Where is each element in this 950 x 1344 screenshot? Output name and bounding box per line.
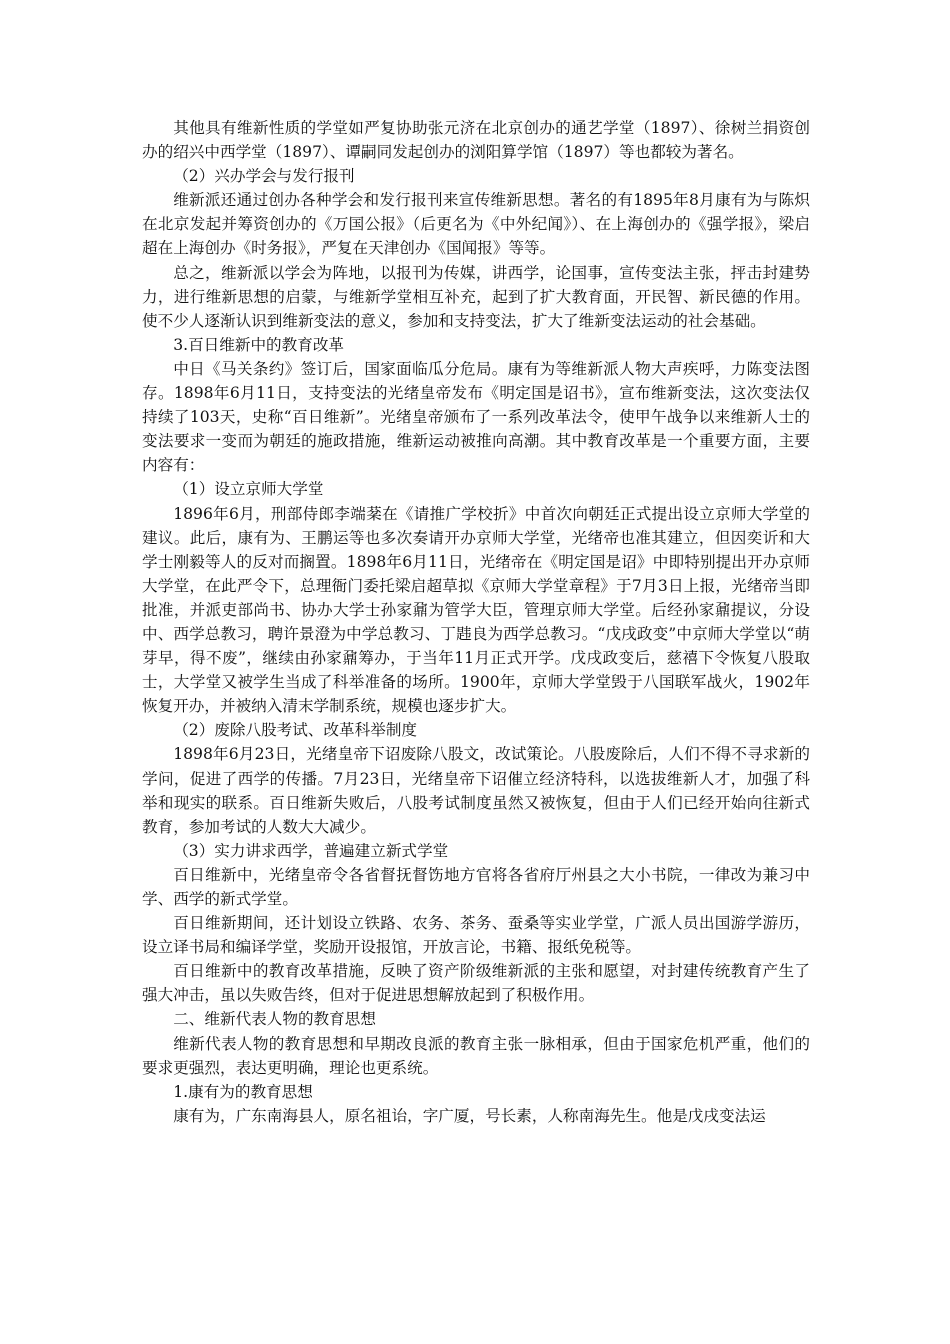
section-heading-reformers-thought: 二、维新代表人物的教育思想 xyxy=(173,1010,376,1029)
section-heading-western-learning: （3）实力讲求西学，普遍建立新式学堂 xyxy=(173,841,449,860)
paragraph-12: 百日维新中，光绪皇帝令各省督抚督饬地方官将各省府厅州县之大小书院，一律改为兼习中学、西学的新式学堂。 xyxy=(142,865,810,908)
paragraph-1: 其他具有维新性质的学堂如严复协助张元济在北京创办的通艺学堂（1897）、徐树兰捐资创办的绍兴中西学堂（1897）、谭嗣同发起创办的浏阳算学馆（1897）等也都较为著名。 xyxy=(142,119,810,162)
section-heading-abolish-eight-legged-essay: （2）废除八股考试、改革科举制度 xyxy=(173,721,418,740)
paragraph-18: 康有为，广东南海县人，原名祖诒，字广厦，号长素，人称南海先生。他是戊戌变法运 xyxy=(173,1106,766,1125)
section-heading-imperial-university: （1）设立京师大学堂 xyxy=(173,480,324,499)
paragraph-16: 维新代表人物的教育思想和早期改良派的教育主张一脉相承，但由于国家危机严重，他们的要求更强烈，表达更明确，理论也更系统。 xyxy=(142,1034,810,1077)
document-page xyxy=(142,116,810,1128)
section-heading-kang-youwei: 1.康有为的教育思想 xyxy=(173,1082,313,1101)
paragraph-4: 总之，维新派以学会为阵地，以报刊为传媒，讲西学，论国事，宣传变法主张，抨击封建势力，进行维新思想的启蒙，与维新学堂相互补充，起到了扩大教育面，开民智、新民德的作用。使不少人逐渐认识到维新变法的意义，参加和支持变法，扩大了维新变法运动的社会基础。 xyxy=(142,263,810,330)
paragraph-13: 百日维新期间，还计划设立铁路、农务、茶务、蚕桑等实业学堂，广派人员出国游学游历，设立译书局和编译学堂，奖励开设报馆，开放言论，书籍、报纸免税等。 xyxy=(142,914,810,957)
paragraph-6: 中日《马关条约》签订后，国家面临瓜分危局。康有为等维新派人物大声疾呼，力陈变法图存。1898年6月11日，支持变法的光绪皇帝发布《明定国是诏书》，宣布维新变法，这次变法仅持续了103天，史称“百日维新”。光绪皇帝颁布了一系列改革法令，使甲午战争以来维新人士的变法要求一变而为朝廷的施政措施，维新运动被推向高潮。其中教育改革是一个重要方面，主要内容有： xyxy=(142,359,810,475)
paragraph-10: 1898年6月23日，光绪皇帝下诏废除八股文，改试策论。八股废除后，人们不得不寻求新的学问，促进了西学的传播。7月23日，光绪皇帝下诏催立经济特科，以选拔维新人才，加强了科举和现实的联系。百日维新失败后，八股考试制度虽然又被恢复，但由于人们已经开始向往新式教育，参加考试的人数大大减少。 xyxy=(142,745,810,836)
paragraph-3: 维新派还通过创办各种学会和发行报刊来宣传维新思想。著名的有1895年8月康有为与陈炽在北京发起并筹资创办的《万国公报》（后更名为《中外纪闻》）、在上海创办的《强学报》，梁启超在上海创办《时务报》，严复在天津创办《国闻报》等等。 xyxy=(142,191,810,258)
section-heading-hundred-days-reform: 3.百日维新中的教育改革 xyxy=(173,335,345,354)
section-heading-societies-newspapers: （2）兴办学会与发行报刊 xyxy=(173,167,355,186)
paragraph-8: 1896年6月，刑部侍郎李端棻在《请推广学校折》中首次向朝廷正式提出设立京师大学堂的建议。此后，康有为、王鹏运等也多次奏请开办京师大学堂，光绪帝也准其建立，但因奕䜣和大学士刚毅等人的反对而搁置。1898年6月11日，光绪帝在《明定国是诏》中即特别提出开办京师大学堂，在此严令下，总理衙门委托梁启超草拟《京师大学堂章程》于7月3日上报，光绪帝当即批准，并派吏部尚书、协办大学士孙家鼐为管学大臣，管理京师大学堂。后经孙家鼐提议，分设中、西学总教习，聘许景澄为中学总教习、丁韪良为西学总教习。“戊戌政变”中京师大学堂以“萌芽早，得不废”，继续由孙家鼐筹办，于当年11月正式开学。戊戌政变后，慈禧下令恢复八股取士，大学堂又被学生当成了科举准备的场所。1900年，京师大学堂毁于八国联军战火，1902年恢复开办，并被纳入清末学制系统，规模也逐步扩大。 xyxy=(142,504,810,716)
paragraph-14: 百日维新中的教育改革措施，反映了资产阶级维新派的主张和愿望，对封建传统教育产生了强大冲击，虽以失败告终，但对于促进思想解放起到了积极作用。 xyxy=(142,962,810,1005)
